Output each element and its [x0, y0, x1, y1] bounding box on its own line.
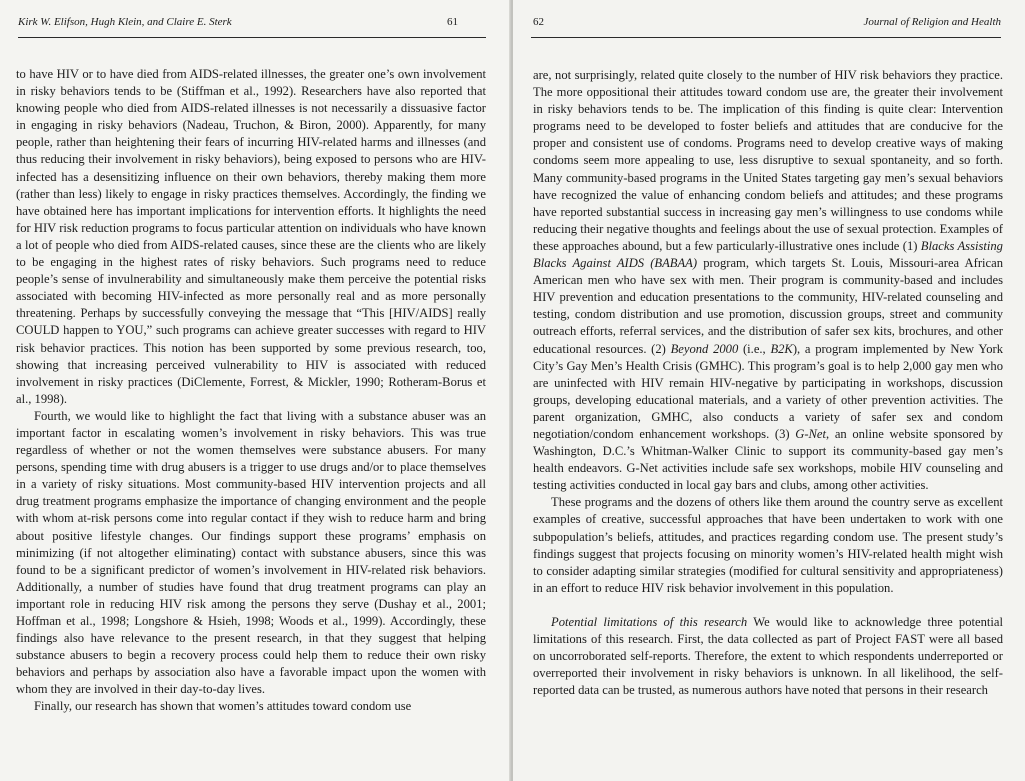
- running-head-journal: Journal of Religion and Health: [863, 16, 1001, 28]
- running-head-authors: Kirk W. Elifson, Hugh Klein, and Claire E. Sterk: [18, 16, 232, 28]
- paragraph-continued: to have HIV or to have died from AIDS-related illnesses, the greater one’s own involvement in risky behaviors tends to be (Stiffman et al., 1992). Researchers have also reported that knowing people who died from AIDS-related illnesses is not necessarily a dissuasive factor in engaging in risky behaviors (Nadeau, Truchon, & Biron, 2000). Apparently, for many people, rather than heightening their fears of incurring HIV-related harms and illnesses (and thus reducing their involvement in risky behaviors), being exposed to persons who are HIV-infected has a desensitizing influence on their own behaviors, thereby making them more (rather than less) likely to engage in risky practices themselves. Accordingly, the finding we have obtained here has important implications for intervention efforts. It highlights the need for HIV risk reduction programs to focus particular attention on individuals who have known a lot of people who died from AIDS-related causes, since these are the clients who are likely to be engaging in the highest rates of risky behaviors. Such programs need to reduce people’s sense of invulnerability and simultaneously make them perceive the potential risks associated with becoming HIV-infected as more personally real and as more personally threatening. Perhaps by successfully conveying the message that “This [HIV/AIDS] really COULD happen to YOU,” such programs can achieve greater successes with regard to HIV risk behavior practices. This notion has been supported by some previous research, too, showing that increasing perceived vulnerability to HIV is associated with reduced involvement in risky practices (DiClemente, Forrest, & Mickler, 1990; Rotheram-Borus et al., 1998).: [16, 67, 486, 406]
- right-page-header: [533, 13, 1001, 31]
- paragraph-these-programs: These programs and the dozens of others like them around the country serve as excellent examples of creative, successful approaches that have been undertaken to work with one subpopulation’s beliefs, attitudes, and practices regarding condom use. The present study’s findings suggest that projects focusing on minority women’s HIV-related health might wish to consider adapting similar strategies (modified for cultural sensitivity and appropriateness) in an effort to reduce HIV risk behavior involvement in this population.: [533, 495, 1003, 595]
- text-run: program, which targets St. Louis, Missouri-area African American men who have sex with men. Their program is community-based and includes HIV prevention and education presentations to the community, HIV-related counseling and testing, condom distribution and use promotion, discussion groups, street and community outreach efforts, referral services, and the distribution of safer sex kits, brochures, and other educational resources. (2): [533, 256, 1003, 356]
- section-heading-limitations: Potential limitations of this research: [551, 614, 748, 629]
- page-number-left: 61: [447, 16, 458, 28]
- text-run: We would like to acknowledge three potential limitations of this research. First, the data collected as part of Project FAST were all based on uncorroborated self-reports. Therefore, the extent to which respondents underreported or overreported their involvement in risky behaviors is unknown. In all likelihood, the self-reported data can be trusted, as numerous authors have noted that persons in their research: [533, 614, 1003, 698]
- right-page-body: [533, 67, 1003, 699]
- left-page: [0, 0, 511, 781]
- page-number-right: 62: [533, 16, 544, 28]
- text-run: ), a program implemented by New York City’s Gay Men’s Health Crisis (GMHC). This program’s goal is to help 2,000 gay men who are uninfected with HIV remain HIV-negative by participating in workshops, discussion groups, developing educational materials, and a variety of other prevention activities. The parent organization, GMHC, also conducts a variety of safer sex and condom negotiation/condom enhancement workshops. (3): [533, 341, 1004, 441]
- paragraph-condom-attitudes: [533, 67, 1003, 494]
- program-name-beyond-2000: Beyond 2000: [670, 341, 739, 356]
- paragraph-limitations: [533, 614, 1003, 699]
- text-run: (i.e.,: [738, 341, 771, 356]
- header-rule-right: [531, 37, 1001, 38]
- right-page: [513, 0, 1025, 781]
- program-name-babaa: Blacks Assisting Blacks Against AIDS (BABAA): [533, 238, 1003, 271]
- paragraph-fourth: Fourth, we would like to highlight the fact that living with a substance abuser was an important factor in escalating women’s involvement in risky behaviors. This was true regardless of whether or not the women themselves were substance abusers. For many persons, spending time with drug abusers is a trigger to use drugs and/or to place themselves in a variety of risky situations. Most community-based HIV intervention projects and all drug treatment programs emphasize the importance of changing environment and the people with whom at-risk persons come into regular contact if they wish to reduce harm and bring about positive lifestyle changes. Our findings support these programs’ emphasis on minimizing (if not altogether eliminating) contact with substance abusers, since this was found to be a significant predictor of women’s involvement in HIV-related risk behaviors. Additionally, a number of studies have found that drug treatment programs can play an important role in reducing HIV risk among the persons they serve (Dushay et al., 2001; Hoffman et al., 1998; Longshore & Hsieh, 1998; Woods et al., 1999). Accordingly, these findings also have relevance to the present research, in that they suggest that helping substance abusers to begin a recovery process could help them to reduce their own risky behaviors and perhaps by association also have a favorable impact upon the women with whom they are involved in their day-to-day lives.: [16, 408, 486, 697]
- program-abbrev-b2k: B2K: [770, 341, 793, 356]
- left-page-header: [18, 13, 488, 31]
- paragraph-finally: Finally, our research has shown that women’s attitudes toward condom use: [34, 699, 412, 714]
- program-name-g-net: G-Net: [795, 426, 827, 441]
- text-run: , an online website sponsored by Washington, D.C.’s Whitman-Walker Clinic to support its community-based gay men’s health endeavors. G-Net activities include safe sex workshops, mobile HIV counseling and testing activities conducted in local gay bars and clubs, among other activities.: [533, 426, 1003, 493]
- header-rule-left: [18, 37, 486, 38]
- text-run: are, not surprisingly, related quite closely to the number of HIV risk behaviors they practice. The more oppositional their attitudes toward condom use are, the greater their involvement in risky behaviors tends to be. The implication of this finding is quite clear: Intervention programs need to be developed to foster beliefs and attitudes that are conducive for the proper and consistent use of condoms. Programs need to develop creative ways of making condoms seem more appealing to use, less disruptive to sexual spontaneity, and so forth. Many community-based programs in the United States targeting gay men’s sexual behaviors have recognized the value of enhancing condom beliefs and attitudes; and these programs have reported substantial success in increasing gay men’s willingness to use condoms while reducing their negative thoughts and feelings about the use of sexual protection. Examples of these approaches abound, but a few particularly-illustrative ones include (1): [533, 68, 1003, 253]
- left-page-body: [16, 66, 486, 716]
